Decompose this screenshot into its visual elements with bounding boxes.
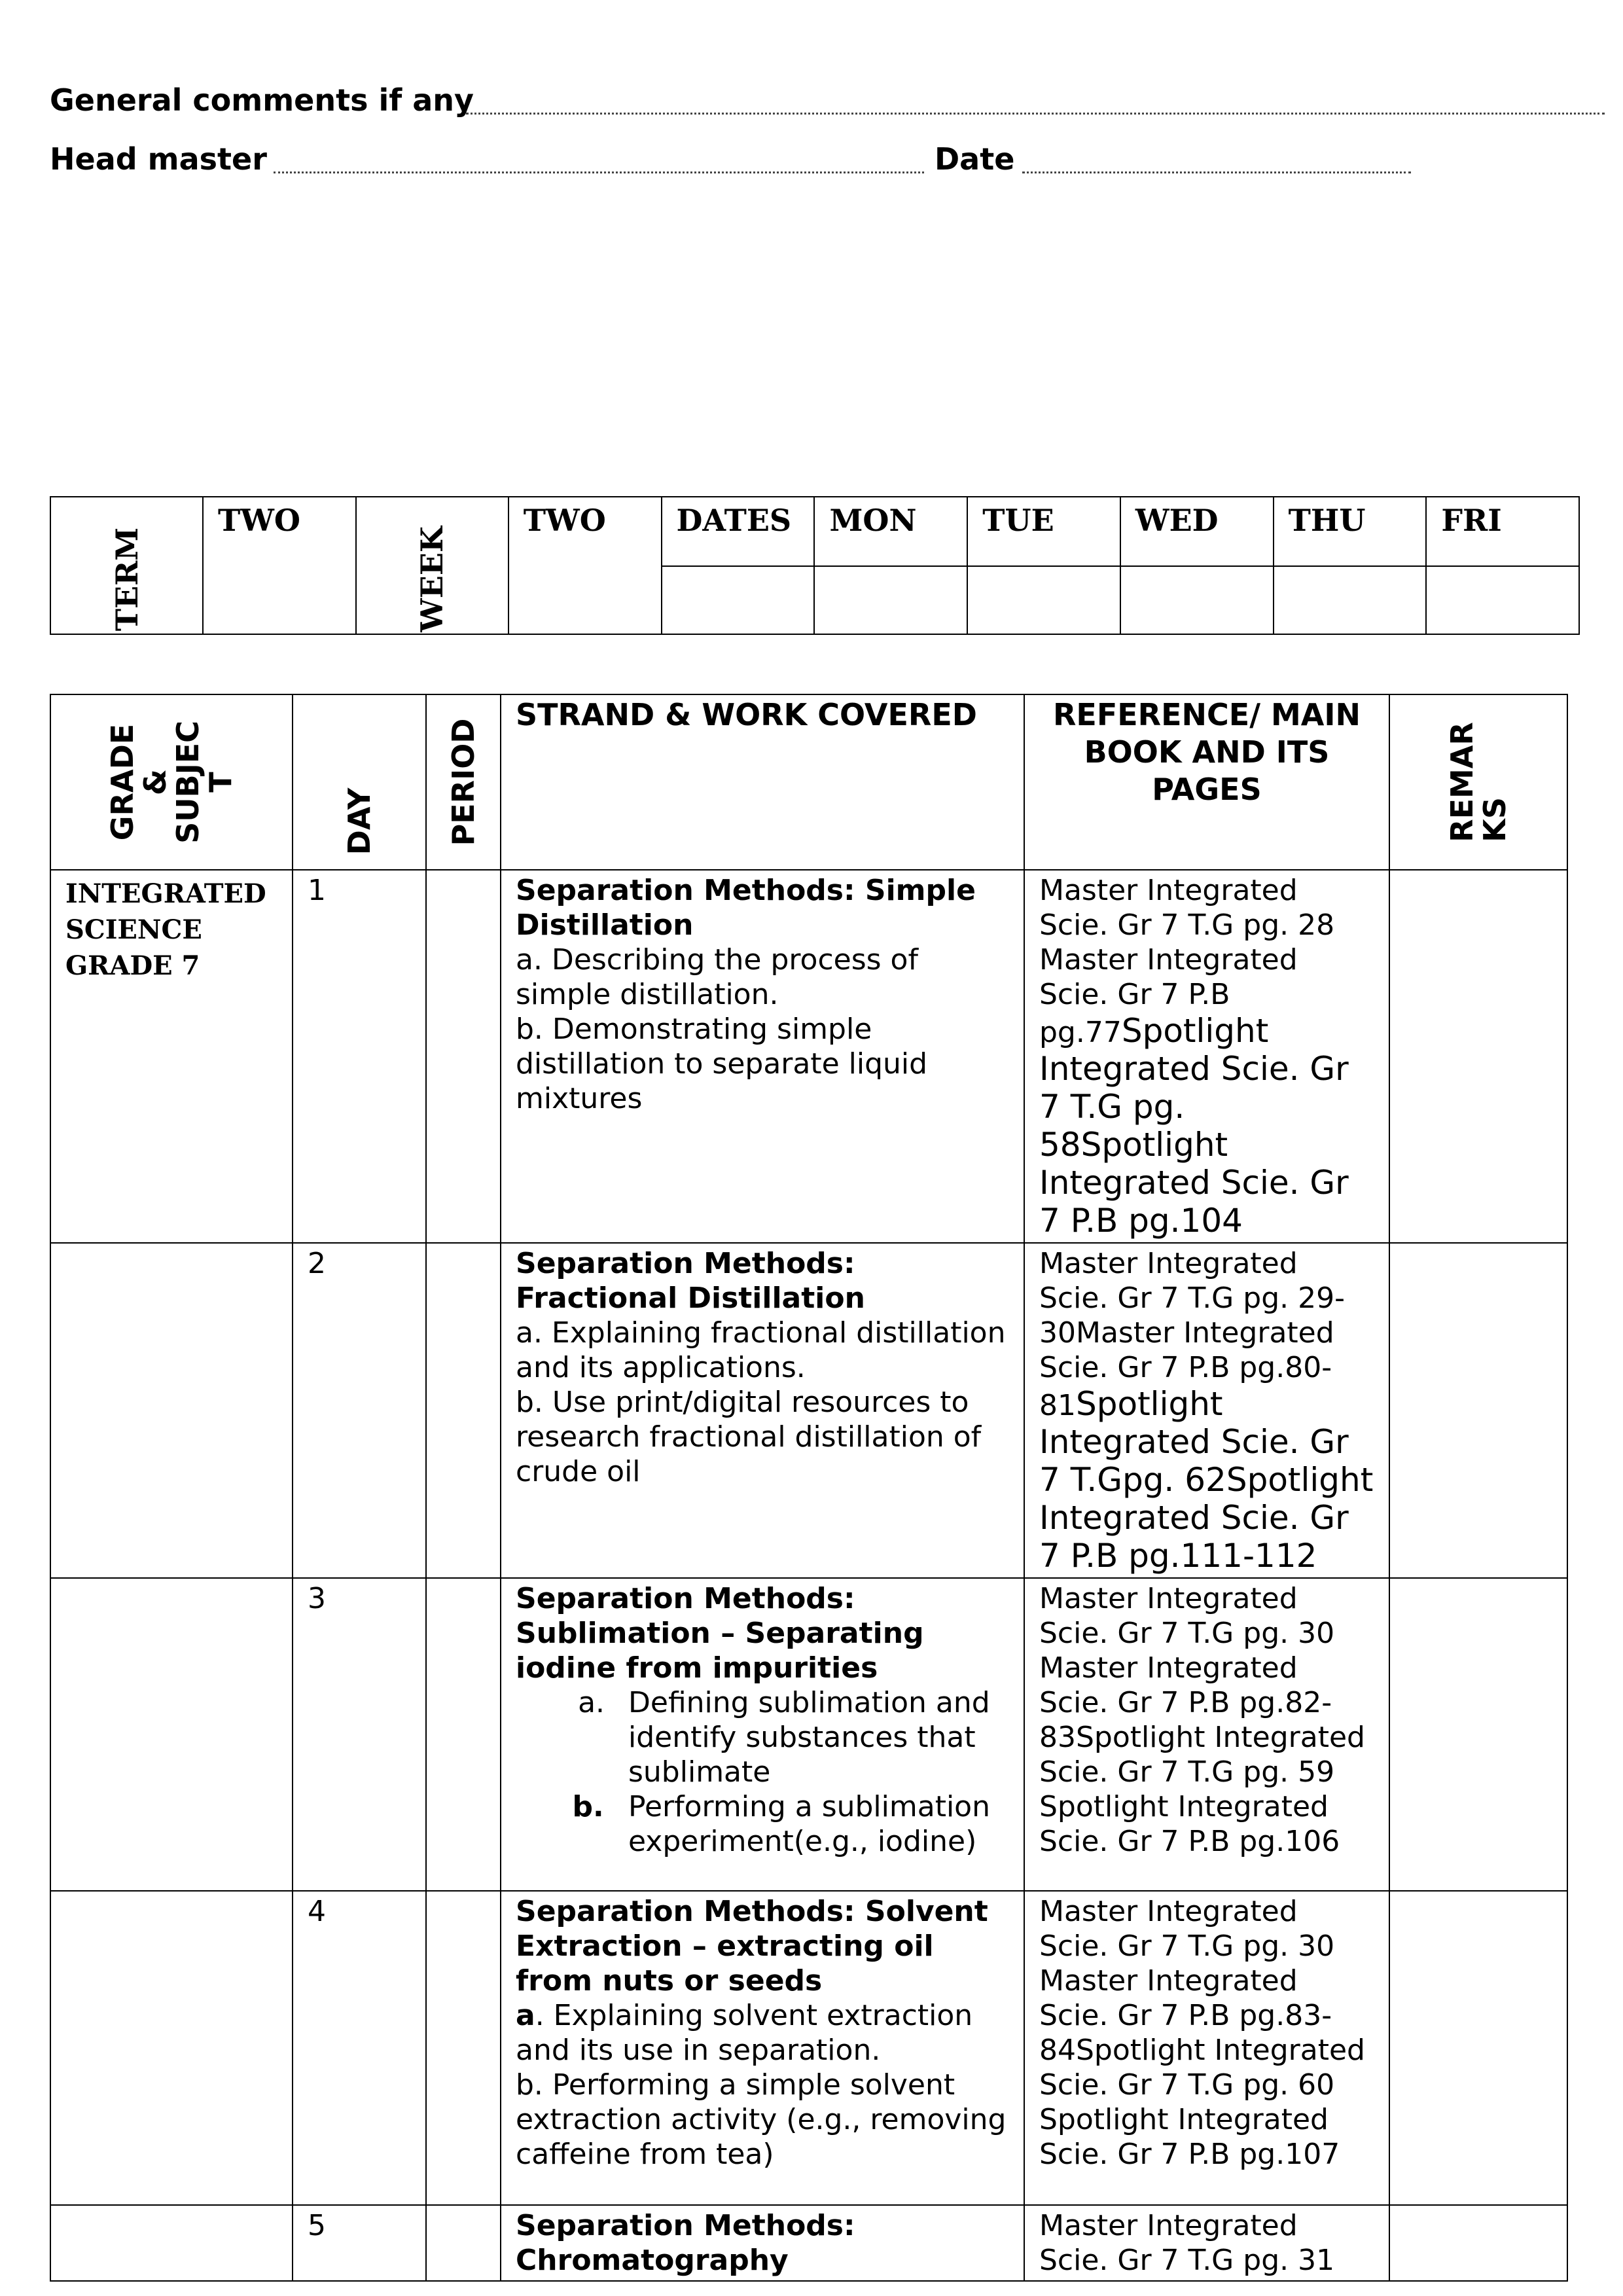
term-label: TERM bbox=[109, 527, 145, 632]
week-label: WEEK bbox=[414, 526, 450, 632]
term-value-cell bbox=[203, 497, 356, 634]
dates-cell[interactable] bbox=[662, 566, 815, 634]
strand-cell: Separation Methods: Solvent Extraction – extracting oil from nuts or seeds a. Explaining solvent extraction and its use in separation. b. Performing a simple solvent extraction activity (e.g., removing caffeine from tea) bbox=[501, 1891, 1024, 2205]
reference-cell: Master Integrated Scie. Gr 7 T.G pg. 30 Master Integrated Scie. Gr 7 P.B pg.83-84Spotlight Integrated Scie. Gr 7 T.G pg. 60 Spotlight Integrated Scie. Gr 7 P.B pg.107 bbox=[1024, 1891, 1389, 2205]
table-row bbox=[50, 1891, 1567, 2205]
date-label: Date bbox=[935, 141, 1015, 177]
head-master-label: Head master bbox=[50, 141, 267, 177]
term-week-table bbox=[50, 496, 1580, 635]
strand-cell: Separation Methods: Chromatography bbox=[501, 2205, 1024, 2281]
period-cell[interactable] bbox=[426, 870, 501, 1243]
day-cell: 5 bbox=[293, 2205, 426, 2281]
reference-cell: Master Integrated Scie. Gr 7 T.G pg. 31 bbox=[1024, 2205, 1389, 2281]
reference-header-text: REFERENCE/ MAIN BOOK AND ITS PAGES bbox=[1052, 697, 1361, 807]
period-header bbox=[426, 694, 501, 870]
day-cell: 4 bbox=[293, 1891, 426, 2205]
head-master-line[interactable] bbox=[274, 171, 924, 173]
table-row bbox=[50, 2205, 1567, 2281]
grade-subject-cell bbox=[50, 1243, 293, 1578]
period-cell[interactable] bbox=[426, 2205, 501, 2281]
remarks-cell[interactable] bbox=[1389, 2205, 1567, 2281]
period-cell[interactable] bbox=[426, 1578, 501, 1891]
day-header-text: DAY bbox=[342, 787, 377, 855]
day-cell: 1 bbox=[293, 870, 426, 1243]
table-row bbox=[50, 870, 1567, 1243]
general-comments-line[interactable] bbox=[466, 113, 1605, 115]
remarks-cell[interactable] bbox=[1389, 1243, 1567, 1578]
day-header bbox=[293, 694, 426, 870]
strand-cell: Separation Methods: Simple Distillation a. Describing the process of simple distillation. b. Demonstrating simple distillation to separate liquid mixtures bbox=[501, 870, 1024, 1243]
table-row bbox=[50, 1243, 1567, 1578]
grade-subject-header bbox=[50, 694, 293, 870]
tue-header: TUE bbox=[967, 497, 1120, 566]
table-row bbox=[50, 1578, 1567, 1891]
thu-header: THU bbox=[1274, 497, 1427, 566]
strand-header-text: STRAND & WORK COVERED bbox=[516, 697, 977, 732]
grade-subject-header-text: GRADE & SUBJEC T bbox=[105, 721, 238, 844]
grade-subject-cell: INTEGRATED SCIENCE GRADE 7 bbox=[50, 870, 293, 1243]
dates-header: DATES bbox=[662, 497, 815, 566]
reference-header bbox=[1024, 694, 1389, 870]
thu-date-cell[interactable] bbox=[1274, 566, 1427, 634]
strand-cell: Separation Methods: Fractional Distillation a. Explaining fractional distillation and its applications. b. Use print/digital resources to research fractional distillation of crude oil bbox=[501, 1243, 1024, 1578]
remarks-cell[interactable] bbox=[1389, 1578, 1567, 1891]
day-cell: 3 bbox=[293, 1578, 426, 1891]
grade-subject-cell bbox=[50, 1891, 293, 2205]
strand-cell: Separation Methods: Sublimation – Separating iodine from impurities a. Defining sublimation and identify substances that sublimate b. Performing a sublimation experiment(e.g., iodine) bbox=[501, 1578, 1024, 1891]
week-value-cell bbox=[508, 497, 662, 634]
period-cell[interactable] bbox=[426, 1891, 501, 2205]
scheme-of-work-table bbox=[50, 694, 1568, 2282]
grade-subject-cell bbox=[50, 2205, 293, 2281]
remarks-header-text: REMAR KS bbox=[1444, 722, 1512, 842]
reference-cell: Master Integrated Scie. Gr 7 T.G pg. 28 Master Integrated Scie. Gr 7 P.B pg.77Spotlight Integrated Scie. Gr 7 T.G pg. 58Spotlight Integrated Scie. Gr 7 P.B pg.104 bbox=[1024, 870, 1389, 1243]
term-label-cell bbox=[50, 497, 203, 634]
mon-header: MON bbox=[814, 497, 967, 566]
fri-header: FRI bbox=[1426, 497, 1579, 566]
term-value: TWO bbox=[218, 503, 300, 538]
period-header-text: PERIOD bbox=[446, 718, 481, 846]
grade-subject-cell bbox=[50, 1578, 293, 1891]
mon-date-cell[interactable] bbox=[814, 566, 967, 634]
general-comments-label: General comments if any bbox=[50, 82, 474, 118]
wed-date-cell[interactable] bbox=[1120, 566, 1274, 634]
remarks-header bbox=[1389, 694, 1567, 870]
tue-date-cell[interactable] bbox=[967, 566, 1120, 634]
fri-date-cell[interactable] bbox=[1426, 566, 1579, 634]
period-cell[interactable] bbox=[426, 1243, 501, 1578]
remarks-cell[interactable] bbox=[1389, 1891, 1567, 2205]
wed-header: WED bbox=[1120, 497, 1274, 566]
reference-cell: Master Integrated Scie. Gr 7 T.G pg. 30 Master Integrated Scie. Gr 7 P.B pg.82-83Spotlight Integrated Scie. Gr 7 T.G pg. 59 Spotlight Integrated Scie. Gr 7 P.B pg.106 bbox=[1024, 1578, 1389, 1891]
date-line[interactable] bbox=[1022, 171, 1411, 173]
sublimation-objectives: a. Defining sublimation and identify substances that sublimate b. Performing a sublimation experiment(e.g., iodine) bbox=[516, 1685, 1009, 1859]
week-value: TWO bbox=[523, 503, 606, 538]
strand-header bbox=[501, 694, 1024, 870]
remarks-cell[interactable] bbox=[1389, 870, 1567, 1243]
day-cell: 2 bbox=[293, 1243, 426, 1578]
reference-cell: Master Integrated Scie. Gr 7 T.G pg. 29-30Master Integrated Scie. Gr 7 P.B pg.80-81Spotlight Integrated Scie. Gr 7 T.Gpg. 62Spotlight Integrated Scie. Gr 7 P.B pg.111-112 bbox=[1024, 1243, 1389, 1578]
week-label-cell bbox=[356, 497, 508, 634]
